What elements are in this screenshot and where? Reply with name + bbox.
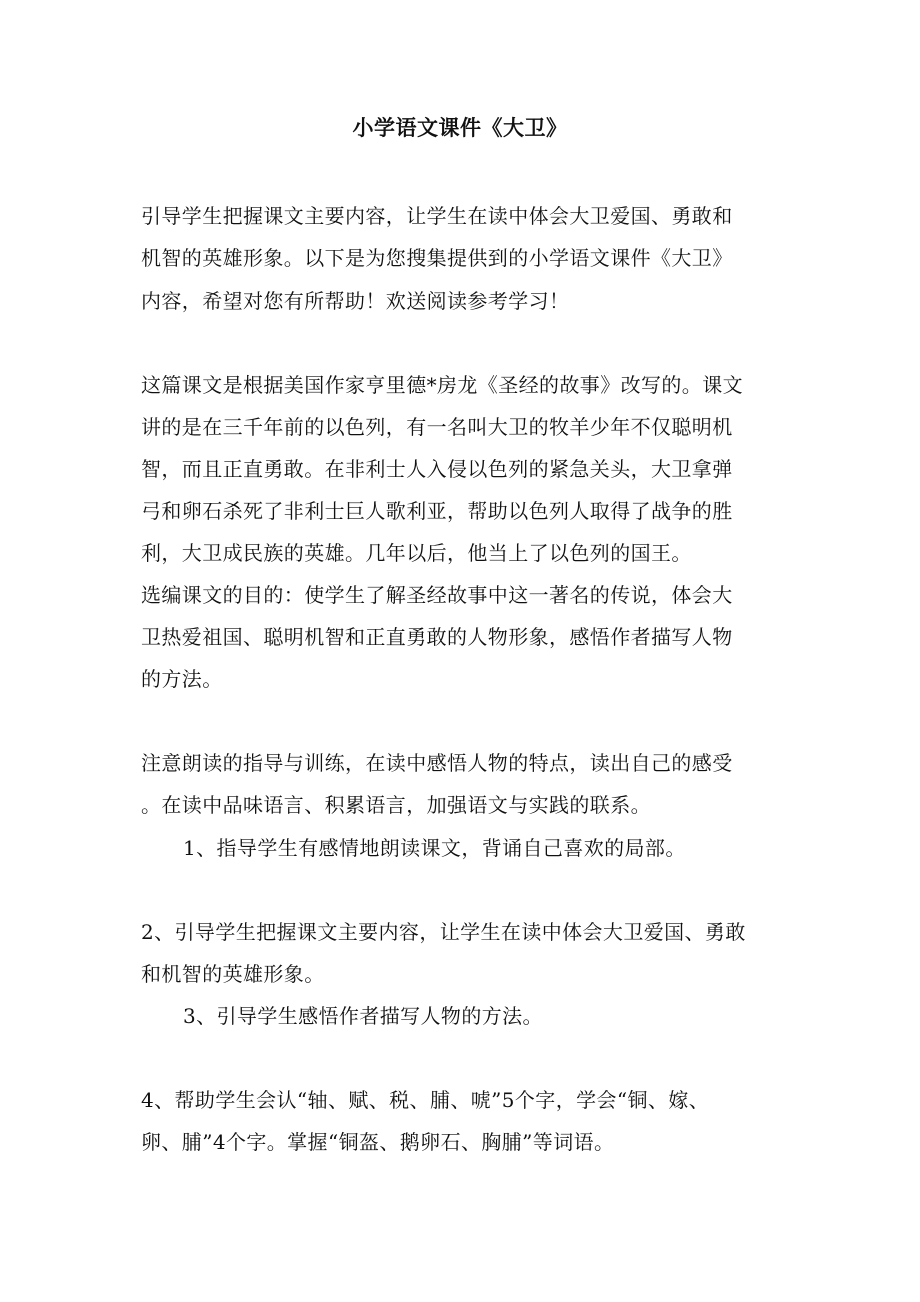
objective-4-line-2: 卵、脯”4个字。掌握“铜盔、鹅卵石、胸脯”等词语。 [141,1130,615,1154]
purpose-line-1: 选编课文的目的：使学生了解圣经故事中这一著名的传说，体会大 [141,583,733,607]
summary-line-3: 智，而且正直勇敢。在非利士人入侵以色列的紧急关头，大卫拿弹 [141,457,733,481]
intro-line-3: 内容，希望对您有所帮助！欢送阅读参考学习！ [141,289,570,313]
intro-line-2: 机智的英雄形象。以下是为您搜集提供到的小学语文课件《大卫》 [141,246,733,270]
document-title: 小学语文课件《大卫》 [352,115,568,140]
summary-line-4: 弓和卵石杀死了非利士巨人歌利亚，帮助以色列人取得了战争的胜 [141,499,733,523]
reading-guide-line-2: 。在读中品味语言、积累语言，加强语文与实践的联系。 [141,793,651,817]
purpose-line-2: 卫热爱祖国、聪明机智和正直勇敢的人物形象，感悟作者描写人物 [141,625,733,649]
summary-line-1: 这篇课文是根据美国作家亨里德*房龙《圣经的故事》改写的。课文 [141,373,743,397]
intro-line-1: 引导学生把握课文主要内容，让学生在读中体会大卫爱国、勇敢和 [141,204,733,228]
objective-2-line-2: 和机智的英雄形象。 [141,962,325,986]
objective-2-line-1: 2、引导学生把握课文主要内容，让学生在读中体会大卫爱国、勇敢 [141,920,746,944]
summary-line-2: 讲的是在三千年前的以色列，有一名叫大卫的牧羊少年不仅聪明机 [141,415,733,439]
objective-4-line-1: 4、帮助学生会认“轴、赋、税、脯、唬”5个字，学会“铜、嫁、 [141,1088,710,1112]
purpose-line-3: 的方法。 [141,667,223,691]
objective-3-line: 3、引导学生感悟作者描写人物的方法。 [183,1004,543,1028]
summary-line-5: 利，大卫成民族的英雄。几年以后，他当上了以色列的国王。 [141,541,692,565]
reading-guide-line-1: 注意朗读的指导与训练，在读中感悟人物的特点，读出自己的感受 [141,751,733,775]
objective-1-line: 1、指导学生有感情地朗读课文，背诵自己喜欢的局部。 [183,836,686,860]
